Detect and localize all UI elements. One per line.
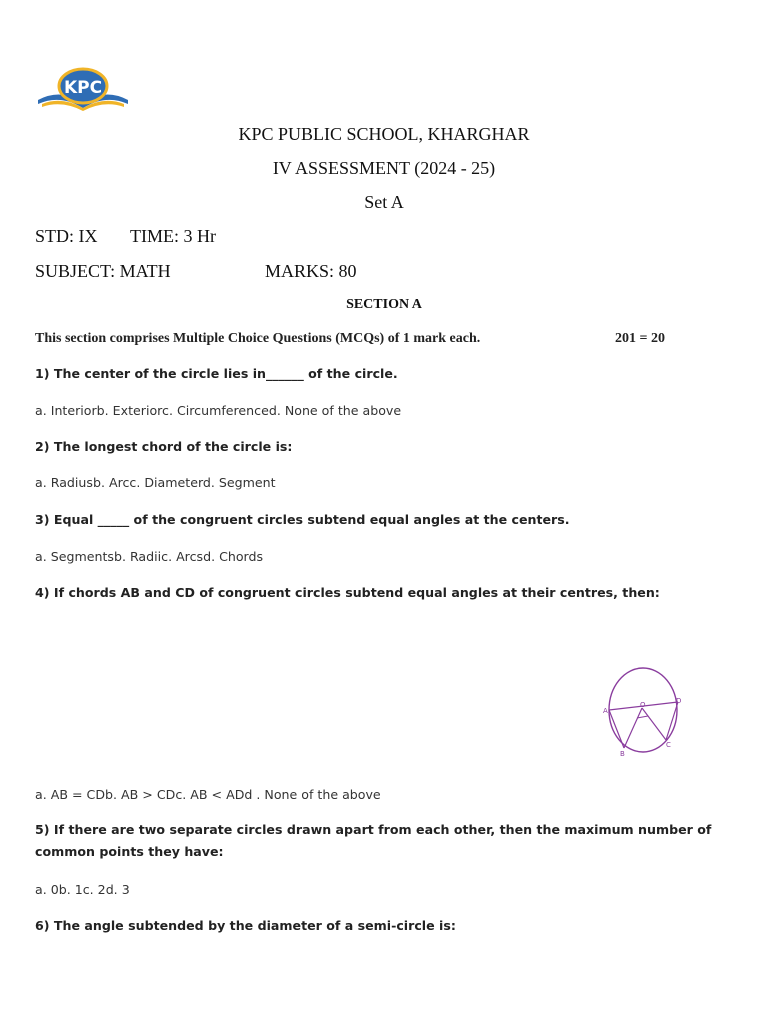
question-1: 1) The center of the circle lies in______ of the circle.	[35, 366, 398, 381]
label-c: C	[666, 741, 671, 749]
circle-chords-figure	[600, 662, 688, 760]
label-a: A	[603, 707, 608, 715]
question-4: 4) If chords AB and CD of congruent circles subtend equal angles at their centres, then:	[35, 585, 660, 600]
question-6: 6) The angle subtended by the diameter of a semi-circle is:	[35, 918, 456, 933]
section-intro: This section comprises Multiple Choice Questions (MCQs) of 1 mark each.	[35, 331, 481, 346]
label-o: O	[640, 701, 646, 709]
school-name: KPC PUBLIC SCHOOL, KHARGHAR	[238, 124, 530, 144]
section-title: SECTION A	[346, 297, 422, 312]
question-3: 3) Equal _____ of the congruent circles subtend equal angles at the centers.	[35, 512, 570, 527]
question-3-options: a. Segmentsb. Radiic. Arcsd. Chords	[35, 549, 264, 564]
logo-text: KPC	[63, 78, 103, 98]
question-5-options: a. 0b. 1c. 2d. 3	[35, 882, 130, 897]
time-label: TIME: 3 Hr	[130, 226, 216, 246]
set-label: Set A	[364, 192, 404, 212]
label-d: D	[676, 697, 682, 705]
question-2: 2) The longest chord of the circle is:	[35, 439, 293, 454]
question-4-options: a. AB = CDb. AB > CDc. AB < ADd . None of the above	[35, 787, 381, 802]
marks-label: MARKS: 80	[265, 261, 357, 281]
assessment-title: IV ASSESSMENT (2024 - 25)	[272, 158, 496, 178]
std-label: STD: IX	[35, 226, 98, 246]
subject-label: SUBJECT: MATH	[35, 261, 171, 281]
marks-calc: 201 = 20	[615, 331, 665, 346]
question-2-options: a. Radiusb. Arcc. Diameterd. Segment	[35, 475, 276, 490]
label-b: B	[620, 750, 625, 758]
question-1-options: a. Interiorb. Exteriorc. Circumferenced. None of the above	[35, 403, 402, 418]
school-logo	[34, 64, 132, 116]
question-5: 5) If there are two separate circles drawn apart from each other, then the maximum number of common points they have:	[35, 822, 712, 859]
